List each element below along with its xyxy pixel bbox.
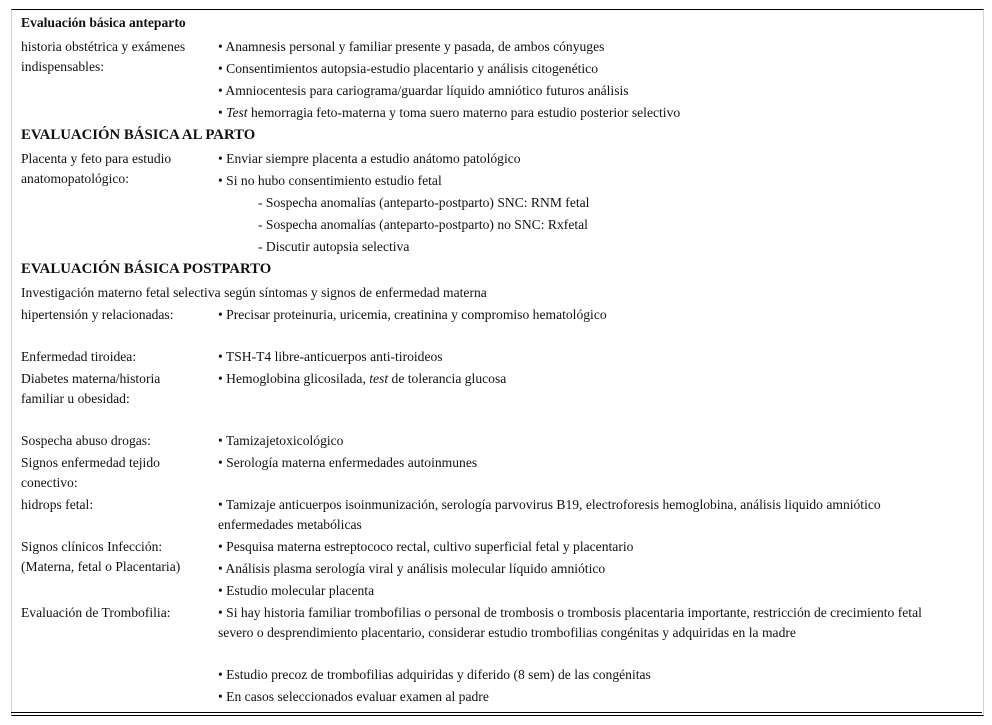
sub-list-item: - Sospecha anomalías (anteparto-postparto) SNC: RNM fetal xyxy=(258,195,590,210)
row-label-thrombophilia: Evaluación de Trombofilia: xyxy=(21,605,171,620)
list-item: • Anamnesis personal y familiar presente y pasada, de ambos cónyuges xyxy=(218,39,605,54)
item-text: • Hemoglobina glicosilada, xyxy=(218,371,370,386)
list-item: • Estudio precoz de trombofilias adquiridas y diferido (8 sem) de las congénitas xyxy=(218,667,651,682)
list-item: • Amniocentesis para cariograma/guardar líquido amniótico futuros análisis xyxy=(218,83,629,98)
delivery-heading: EVALUACIÓN BÁSICA AL PARTO xyxy=(21,127,256,143)
postpartum-heading: EVALUACIÓN BÁSICA POSTPARTO xyxy=(21,261,272,277)
antepartum-label: historia obstétrica y exámenes indispensables: xyxy=(21,39,186,74)
list-item: • Serología materna enfermedades autoinmunes xyxy=(218,455,478,470)
item-text: hemorragia feto-materna y toma suero materno para estudio posterior selectivo xyxy=(247,105,681,120)
italic-term: Test xyxy=(226,105,248,120)
row-label-hypertension: hipertensión y relacionadas: xyxy=(21,307,174,322)
delivery-label: Placenta y feto para estudio anatomopatológico: xyxy=(21,151,172,186)
list-item: • Si no hubo consentimiento estudio fetal xyxy=(218,173,442,188)
list-item: • Pesquisa materna estreptococo rectal, cultivo superficial fetal y placentario xyxy=(218,539,634,554)
list-item: • Si hay historia familiar trombofilias o personal de trombosis o trombosis placentaria importante, restricción de crecimiento fetal severo o desprendimiento placentario, considerar estudio trombofilias congénitas y adquiridas en la madre xyxy=(218,605,922,640)
list-item xyxy=(218,369,506,389)
sub-list-item: - Discutir autopsia selectiva xyxy=(258,239,410,254)
list-item xyxy=(218,103,680,123)
postpartum-intro: Investigación materno fetal selectiva según síntomas y signos de enfermedad materna xyxy=(21,285,487,300)
list-item: • Estudio molecular placenta xyxy=(218,583,375,598)
list-item: • TSH-T4 libre-anticuerpos anti-tiroideos xyxy=(218,349,443,364)
italic-term: test xyxy=(369,371,389,386)
row-label-drugs: Sospecha abuso drogas: xyxy=(21,433,151,448)
row-label-diabetes: Diabetes materna/historia familiar u obesidad: xyxy=(21,371,161,406)
list-item: • En casos seleccionados evaluar examen al padre xyxy=(218,689,489,704)
list-item: • Tamizajetoxicológico xyxy=(218,433,344,448)
list-item: • Tamizaje anticuerpos isoinmunización, serología parvovirus B19, electroforesis hemoglobina, análisis liquido amniótico enfermedades metabólicas xyxy=(218,497,881,532)
bullet: • xyxy=(218,105,227,120)
sub-list-item: - Sospecha anomalías (anteparto-postparto) no SNC: Rxfetal xyxy=(258,217,588,232)
list-item: • Precisar proteinuria, uricemia, creatinina y compromiso hematológico xyxy=(218,307,607,322)
row-label-thyroid: Enfermedad tiroidea: xyxy=(21,349,137,364)
item-text: de tolerancia glucosa xyxy=(388,371,507,386)
row-label-infection: Signos clínicos Infección: (Materna, fetal o Placentaria) xyxy=(21,539,181,574)
row-label-connective: Signos enfermedad tejido conectivo: xyxy=(21,455,160,490)
antepartum-heading: Evaluación básica anteparto xyxy=(21,15,186,30)
list-item: • Consentimientos autopsia-estudio placentario y análisis citogenético xyxy=(218,61,599,76)
list-item: • Análisis plasma serología viral y análisis molecular líquido amniótico xyxy=(218,561,606,576)
list-item: • Enviar siempre placenta a estudio anátomo patológico xyxy=(218,151,521,166)
table-bottom-rule xyxy=(11,712,982,713)
row-label-hydrops: hidrops fetal: xyxy=(21,497,94,512)
